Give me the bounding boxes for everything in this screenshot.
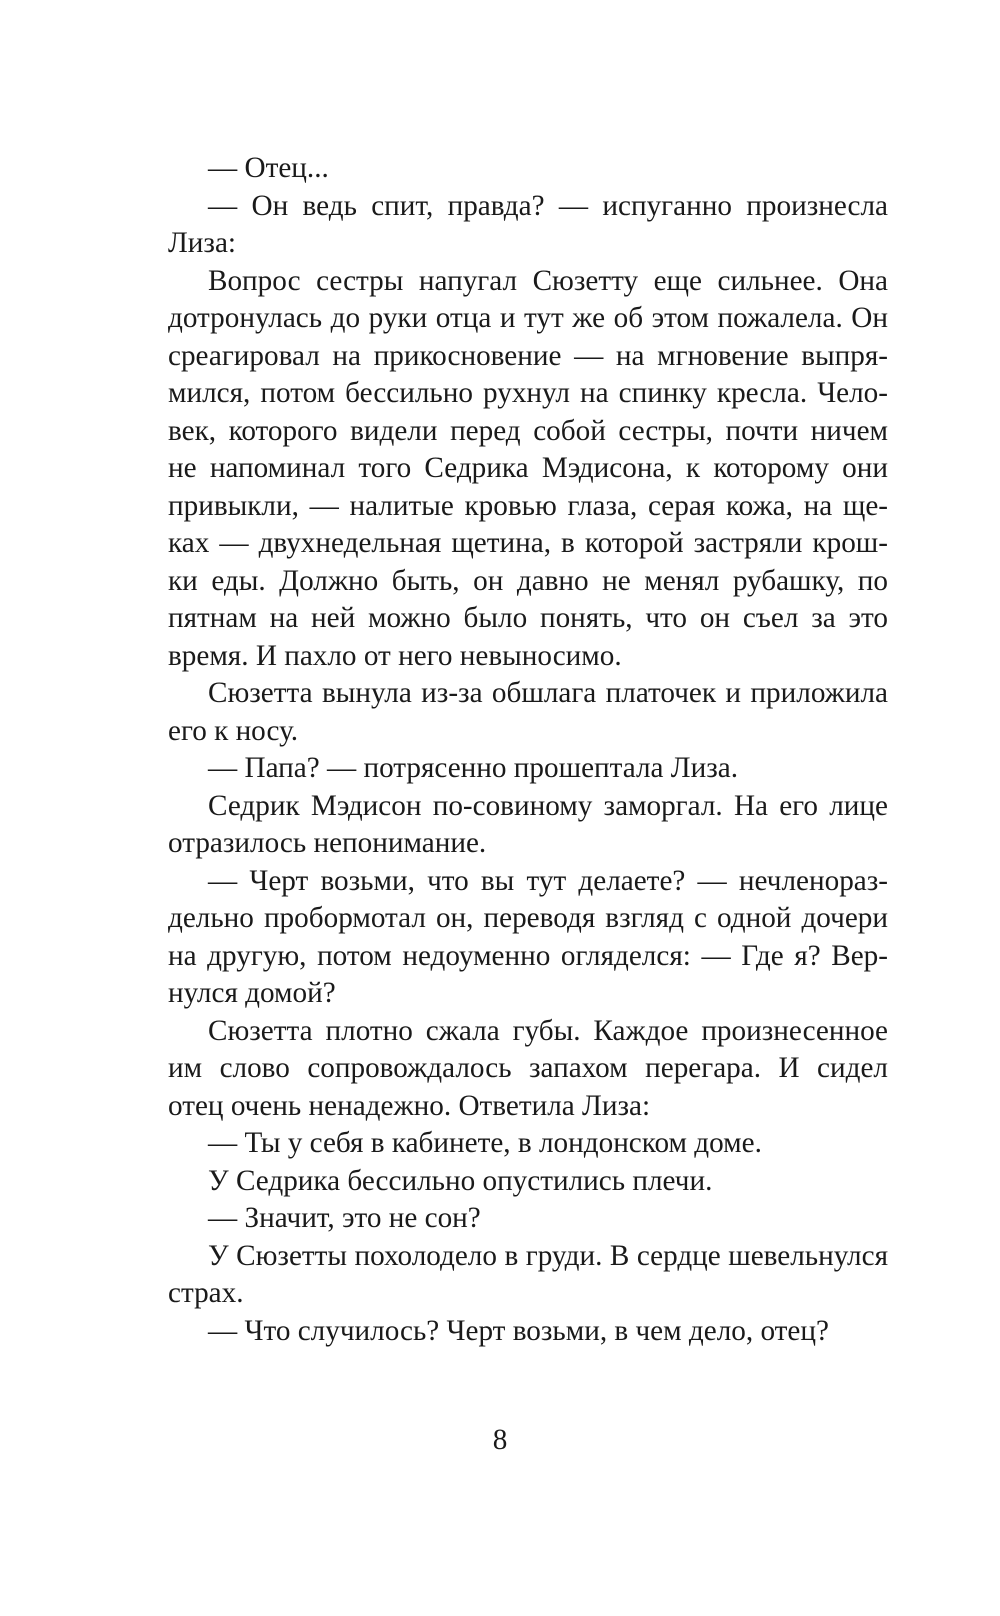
text-line: — Черт возьми, что вы тут делаете? — нечленораз-	[208, 864, 888, 897]
text-line: — Он ведь спит, правда? — испуганно произнесла	[208, 189, 888, 222]
text-block	[168, 150, 888, 1350]
text-line: привыкли, — налитые кровью глаза, серая кожа, на ще-	[168, 489, 888, 522]
text-line: Вопрос сестры напугал Сюзетту еще сильнее. Она	[208, 264, 888, 297]
text-line: его к носу.	[168, 714, 299, 747]
text-line: время. И пахло от него невыносимо.	[168, 639, 622, 672]
text-line: отец очень ненадежно. Ответила Лиза:	[168, 1089, 651, 1122]
text-line: Сюзетта вынула из-за обшлага платочек и приложила	[208, 677, 888, 709]
text-line: — Что случилось? Черт возьми, в чем дело, отец?	[208, 1314, 829, 1347]
text-line: дотронулась до руки отца и тут же об этом пожалела. Он	[168, 302, 888, 334]
text-line: пятнам на ней можно было понять, что он съел за это	[168, 602, 888, 634]
text-line: — Значит, это не сон?	[208, 1202, 481, 1234]
text-line: Лиза:	[168, 227, 237, 259]
text-line: Седрик Мэдисон по-совиному заморгал. На его лице	[208, 789, 888, 822]
text-line: мился, потом бессильно рухнул на спинку кресла. Чело-	[168, 377, 888, 409]
text-line: нулся домой?	[168, 977, 336, 1009]
text-line: У Седрика бессильно опустились плечи.	[208, 1164, 713, 1197]
text-line: страх.	[168, 1277, 244, 1309]
text-line: — Ты у себя в кабинете, в лондонском доме.	[208, 1127, 762, 1159]
page-number: 8	[492, 1424, 508, 1456]
text-line: дельно пробормотал он, переводя взгляд с одной дочери	[168, 902, 888, 934]
text-line: среагировал на прикосновение — на мгновение выпря-	[168, 339, 888, 372]
text-line: — Отец...	[208, 152, 329, 184]
text-line: Сюзетта плотно сжала губы. Каждое произнесенное	[208, 1014, 888, 1047]
text-line: У Сюзетты похолодело в груди. В сердце шевельнулся	[208, 1239, 888, 1272]
text-line: на другую, потом недоуменно огляделся: — Где я? Вер-	[168, 939, 888, 972]
text-line: ках — двухнедельная щетина, в которой застряли крош-	[168, 527, 888, 559]
text-line: не напоминал того Седрика Мэдисона, к которому они	[168, 452, 888, 484]
text-line: век, которого видели перед собой сестры, почти ничем	[168, 414, 888, 447]
text-line: ки еды. Должно быть, он давно не менял рубашку, по	[168, 564, 888, 597]
text-line: им слово сопровождалось запахом перегара. И сидел	[168, 1052, 888, 1084]
text-line: отразилось непонимание.	[168, 827, 487, 859]
text-line: — Папа? — потрясенно прошептала Лиза.	[208, 752, 738, 784]
